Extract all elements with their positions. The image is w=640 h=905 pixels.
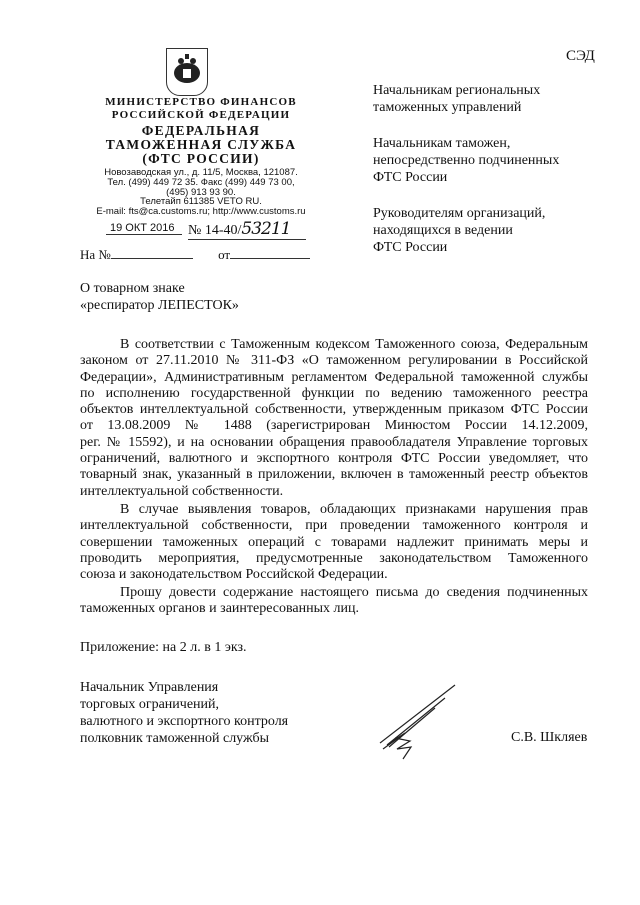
paragraph-line: рег. № 15592), и на основании обращения правообладателя Управление торговых [80,434,588,450]
paragraph-line: таможенных органов и заинтересованных лиц. [80,601,359,617]
paragraph-line: интеллектуальной собственности, при проведении таможенного контроля и [80,518,588,534]
subject: О товарном знаке «респиратор ЛЕПЕСТОК» [80,281,239,313]
paragraph-line: В случае выявления товаров, обладающих признаками нарушения прав [120,502,588,517]
paragraph-line: по исполнению государственной функции по ведению таможенного реестра [80,385,588,401]
paragraph-line: союза и законодательством Российской Федерации. [80,567,388,583]
signature-icon [375,683,465,768]
contact-line: Телетайп 611385 VETO RU. [140,196,262,208]
document-mark: СЭД [566,48,595,64]
appendix-note: Приложение: на 2 л. в 1 экз. [80,640,247,655]
paragraph-line: интеллектуальной собственности. [80,483,284,499]
contact-line: Новозаводская ул., д. 11/5, Москва, 121087. [104,167,298,178]
agency-line: (ФТС РОССИИ) [142,151,260,166]
ministry-name [70,96,332,122]
paragraph-line: Федерации», Административным регламентом Федеральной таможенной службы [80,369,588,385]
contact-line: Тел. (499) 449 72 35. Факс (499) 449 73 00, [107,176,295,188]
addressees [373,82,613,275]
paragraph [80,337,588,500]
reply-reference: На № от [80,247,310,263]
paragraph-line: Прошу довести содержание настоящего письма до сведения подчиненных [120,585,588,600]
handwritten-number: 53211 [241,219,291,239]
addressee: Руководителям организаций, находящихся в ведении ФТС России [373,206,546,255]
contact-line: (495) 913 93 90. [166,186,236,198]
agency-name [70,124,332,166]
coat-of-arms-icon [166,48,208,96]
agency-line: ФЕДЕРАЛЬНАЯ [141,123,261,138]
contact-line: E-mail: fts@ca.customs.ru; http://www.customs.ru [96,206,306,218]
paragraph-line: ограничений, валютного и экспортного контроля ФТС России уведомляет, что [80,451,588,467]
ministry-line: МИНИСТЕРСТВО ФИНАНСОВ [105,96,297,108]
signer-name: С.В. Шкляев [511,730,588,745]
signer-title: Начальник Управления торговых ограничений, валютного и экспортного контроля полковник таможенной службы [80,680,289,746]
addressee: Начальникам таможен, непосредственно подчиненных ФТС России [373,136,560,185]
agency-contacts [70,168,332,217]
registration-number: № 14-40/53211 [188,219,306,240]
paragraph [80,585,588,618]
document-date: 19 ОКТ 2016 [106,222,182,235]
paragraph-line: от 13.08.2009 № 1488 (зарегистрирован Минюстом России 14.12.2009, [80,418,588,434]
paragraph-line: объектов интеллектуальной собственности, утвержденным приказом ФТС России [80,402,588,418]
paragraph-line: совершении таможенных операций с товарами надлежит принимать меры и [80,534,588,550]
paragraph-line: законом от 27.11.2010 № 311-ФЗ «О таможенном регулировании в Российской [80,353,588,369]
paragraph-line: товарный знак, указанный в приложении, включен в таможенный реестр объектов [80,467,588,483]
agency-line: ТАМОЖЕННАЯ СЛУЖБА [105,137,297,152]
paragraph-line: проводить мероприятия, предусмотренные законодательством Таможенного [80,550,588,566]
addressee: Начальникам региональных таможенных управлений [373,83,541,115]
paragraph [80,502,588,583]
paragraph-line: В соответствии с Таможенным кодексом Таможенного союза, Федеральным [120,337,588,352]
ministry-line: РОССИЙСКОЙ ФЕДЕРАЦИИ [111,109,291,121]
